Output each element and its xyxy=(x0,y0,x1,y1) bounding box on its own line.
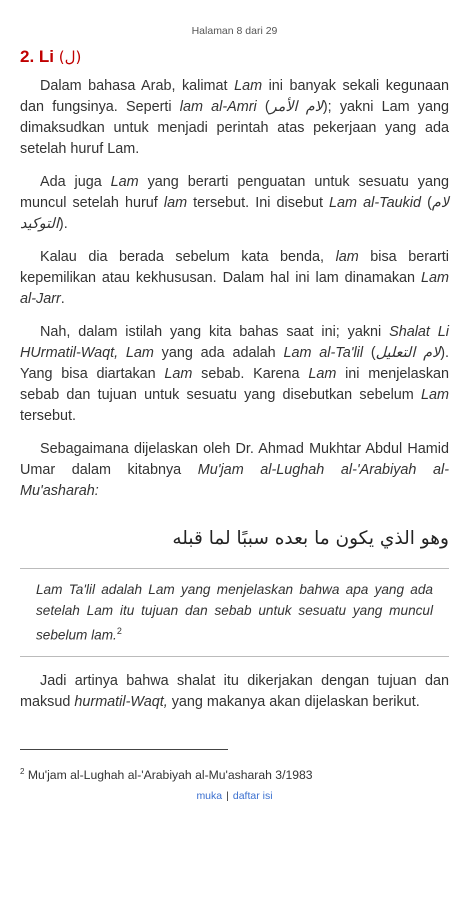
arabic-term: لام التوكيد xyxy=(20,195,450,232)
text: tersebut. xyxy=(20,408,76,424)
paragraph-lam-al-amri xyxy=(20,76,449,160)
italic-term: lam xyxy=(163,195,188,211)
text: . xyxy=(60,291,65,307)
text: ). xyxy=(58,216,68,232)
footnote xyxy=(20,764,449,783)
text: yang berarti penguatan untuk sesuatu yang muncul setelah huruf xyxy=(20,174,449,211)
paragraph-lam-al-taukid xyxy=(20,172,449,235)
home-link[interactable]: muka xyxy=(196,789,223,802)
italic-term: Lam xyxy=(234,78,263,94)
footnote-ref-link[interactable]: 2 xyxy=(116,626,122,636)
arabic-term: لام الأمر xyxy=(269,99,323,115)
paragraph-conclusion xyxy=(20,671,449,713)
quote-text: Lam Ta'lil adalah Lam yang menjelaskan bahwa apa yang ada setelah Lam itu tujuan dan sebab untuk sesuatu yang muncul sebelum lam. xyxy=(36,582,433,643)
text xyxy=(118,345,126,361)
italic-term: hurmatil-Waqt, xyxy=(74,693,168,710)
section-arabic-letter: (ل) xyxy=(58,48,82,66)
page-navigation xyxy=(20,789,449,803)
footnote-text: Mu'jam al-Lughah al-'Arabiyah al-Mu'asharah 3/1983 xyxy=(24,767,313,782)
italic-term: Lam al-Ta'lil xyxy=(283,345,364,361)
nav-separator: | xyxy=(226,789,229,802)
italic-term: Lam xyxy=(110,174,139,190)
text: sebab. Karena xyxy=(192,366,309,382)
arabic-quote: وهو الذي يكون ما بعده سببًا لما قبله xyxy=(172,528,449,549)
section-number-title: 2. Li xyxy=(20,47,55,66)
text: Dalam bahasa Arab, kalimat xyxy=(40,78,235,94)
italic-term: Lam xyxy=(308,366,337,382)
arabic-term: لام التعليل xyxy=(375,345,441,361)
book-title: Mu'jam al-Lughah al-'Arabiyah al-Mu'asharah: xyxy=(20,462,449,499)
italic-term: lam xyxy=(335,249,359,265)
text: yang ada adalah xyxy=(153,345,284,361)
text: bisa berarti kepemilikan atau kekhususan. Dalam hal ini lam dinamakan xyxy=(20,249,449,286)
text: ). Yang bisa diartakan xyxy=(20,345,450,382)
text: ini menjelaskan sebab dan tujuan untuk sesuatu yang disebutkan sebelum xyxy=(20,366,450,403)
text: ( xyxy=(256,99,270,115)
paragraph-lam-al-jarr xyxy=(20,247,449,310)
italic-term: Lam xyxy=(125,345,154,361)
footnote-divider xyxy=(20,749,228,750)
paragraph-citation-intro xyxy=(20,439,449,502)
text: Kalau dia berada sebelum kata benda, xyxy=(40,249,336,265)
text: tersebut. Ini disebut xyxy=(187,195,330,211)
text: ini banyak sekali kegunaan dan fungsinya. Seperti xyxy=(20,78,449,115)
text: Nah, dalam istilah yang kita bahas saat ini; yakni xyxy=(40,324,390,340)
page-indicator: Halaman 8 dari 29 xyxy=(191,25,278,37)
text: Sebagaimana dijelaskan oleh Dr. Ahmad Mukhtar Abdul Hamid Umar dalam kitabnya xyxy=(20,441,449,478)
text: Ada juga xyxy=(40,174,111,190)
italic-term: Lam al-Jarr xyxy=(20,270,449,307)
italic-term: Lam al-Taukid xyxy=(329,195,421,211)
footnote-number: 2 xyxy=(20,766,25,776)
italic-term: lam al-Amri xyxy=(179,99,257,115)
table-of-contents-link[interactable]: daftar isi xyxy=(232,789,273,802)
text: yang makanya akan dijelaskan berikut. xyxy=(167,693,420,710)
italic-term: Lam xyxy=(421,387,449,403)
text: Jadi artinya bahwa shalat itu dikerjakan dengan tujuan dan maksud xyxy=(20,672,449,710)
italic-term: Lam xyxy=(164,366,193,382)
text: ( xyxy=(421,195,432,211)
section-title xyxy=(20,46,449,68)
text: ); yakni Lam yang dimaksudkan untuk menjadi perintah atas pekerjaan yang ada setelah huruf Lam. xyxy=(20,99,449,157)
paragraph-lam-al-talil xyxy=(20,322,449,427)
italic-term: Shalat Li HUrmatil-Waqt, xyxy=(20,324,449,361)
translation-quote xyxy=(20,568,449,657)
text: ( xyxy=(363,345,376,361)
